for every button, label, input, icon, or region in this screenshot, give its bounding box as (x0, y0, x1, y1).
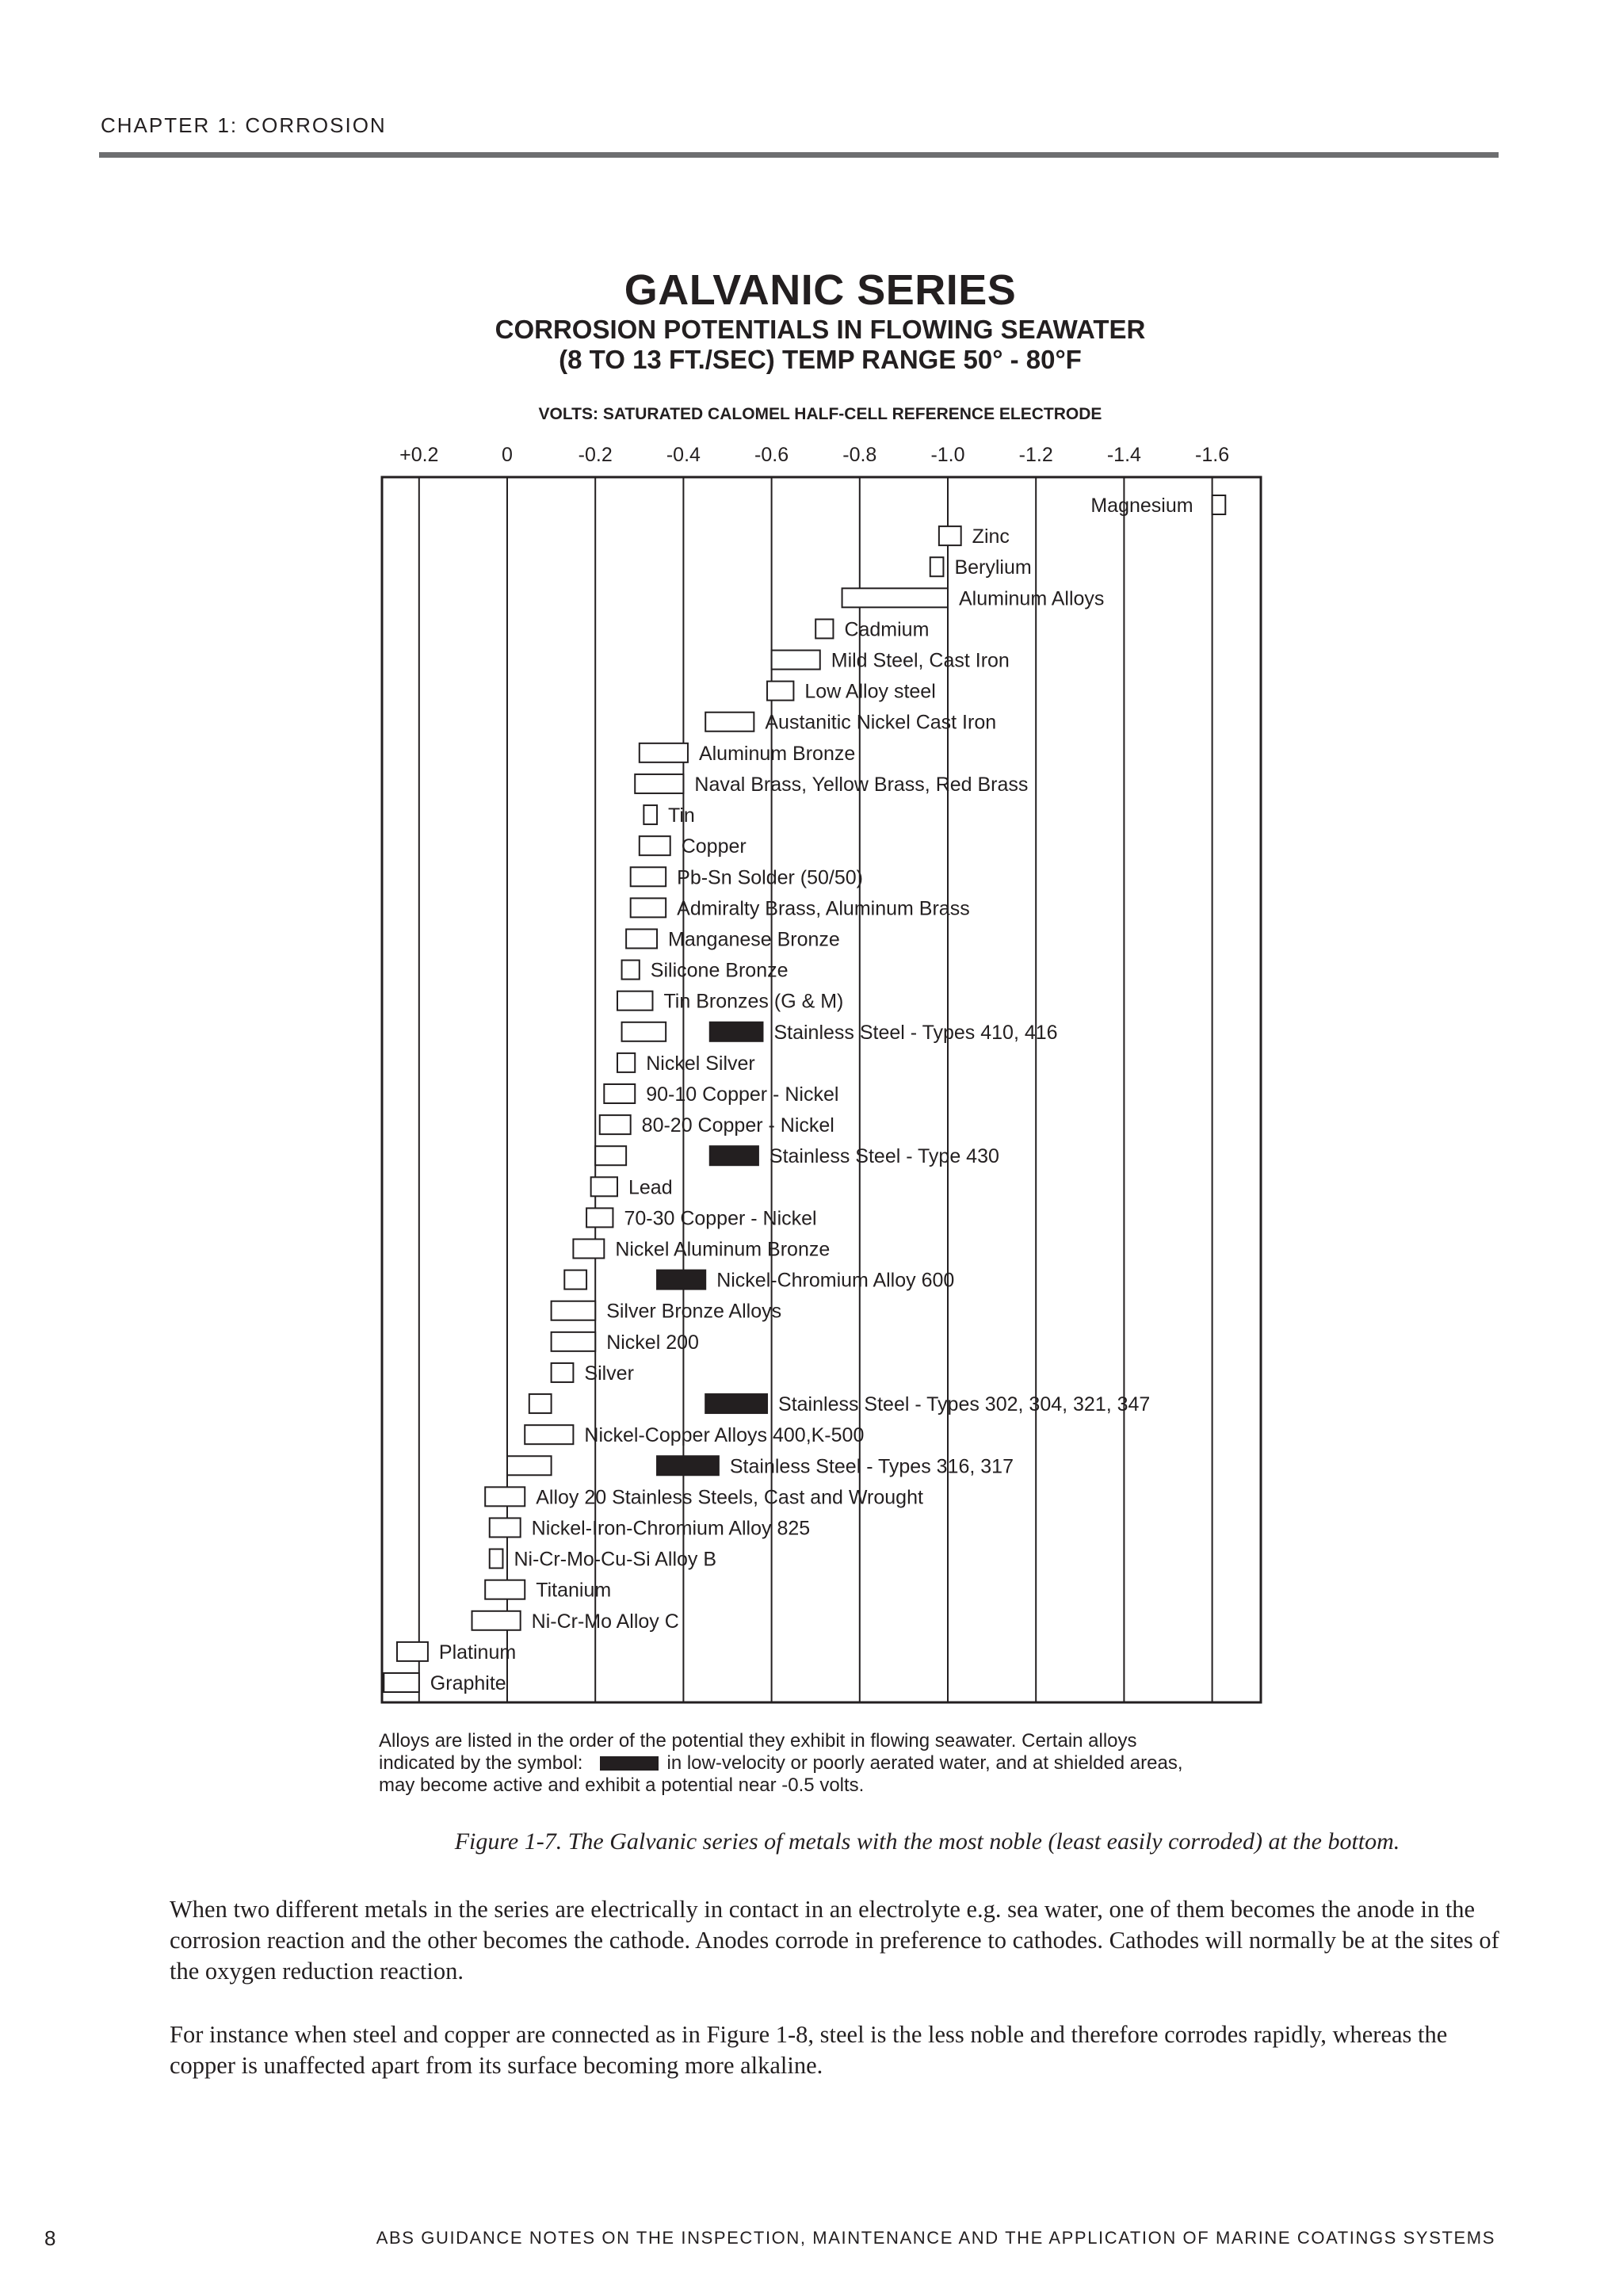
x-tick-label: -1.6 (1195, 444, 1230, 466)
body-paragraph-1: When two different metals in the series are electrically in contact in an electrolyte e.g. sea water, one of them becomes the anode in the corrosion reaction and the other becomes the cathode. Anodes corrode in preference to cathodes. Cathodes will normally be at the sites of the oxygen reduction reaction. (170, 1896, 1499, 1985)
potential-range-bar (485, 1487, 525, 1506)
potential-range-bar (939, 526, 961, 545)
potential-range-bar (485, 1580, 525, 1599)
alloy-label: Aluminum Bronze (698, 742, 856, 765)
footnote-line-2-start: indicated by the symbol: (379, 1752, 583, 1774)
alloy-label: Aluminum Alloys (959, 587, 1105, 610)
potential-range-bar (472, 1611, 521, 1630)
potential-range-bar (600, 1115, 631, 1134)
x-tick-label: -0.8 (842, 444, 877, 466)
potential-range-bar (640, 836, 670, 855)
alloy-label: Pb-Sn Solder (50/50) (677, 866, 864, 889)
alloy-label: Tin Bronzes (G & M) (663, 990, 844, 1013)
alloy-label: Stainless Steel - Type 430 (769, 1145, 999, 1168)
potential-range-bar (635, 774, 683, 793)
potential-range-bar (930, 557, 944, 576)
chart-title: GALVANIC SERIES (624, 266, 1017, 314)
potential-range-bar (552, 1332, 596, 1351)
potential-range-bar (767, 682, 793, 701)
alloy-label: Alloy 20 Stainless Steels, Cast and Wrought (536, 1486, 923, 1509)
potential-range-bar (617, 991, 652, 1010)
alloy-label: Silver (584, 1362, 634, 1385)
potential-range-bar (772, 651, 820, 670)
alloy-label: Ni-Cr-Mo-Cu-Si Alloy B (514, 1548, 717, 1571)
alloy-label: Silicone Bronze (650, 959, 789, 982)
alloy-label: Titanium (536, 1579, 612, 1602)
alloy-label: Berylium (954, 556, 1032, 579)
alloy-label: Graphite (430, 1672, 506, 1694)
chart-subtitle-line-1: CORROSION POTENTIALS IN FLOWING SEAWATER (495, 315, 1146, 344)
potential-range-bar (552, 1301, 596, 1320)
potential-range-bar (573, 1240, 604, 1259)
alloy-label: Nickel-Copper Alloys 400,K-500 (584, 1424, 865, 1447)
alloy-label: 70-30 Copper - Nickel (624, 1207, 817, 1230)
x-tick-label: -0.4 (666, 444, 701, 466)
alloy-label: Magnesium (1090, 495, 1193, 517)
page-number: 8 (44, 2226, 56, 2250)
active-potential-bar (710, 1146, 758, 1165)
x-tick-label: -1.4 (1106, 444, 1141, 466)
potential-range-bar (604, 1084, 635, 1103)
active-potential-bar (657, 1270, 705, 1289)
chart-subtitle-line-2: (8 TO 13 FT./SEC) TEMP RANGE 50° - 80°F (559, 345, 1082, 374)
potential-range-bar (595, 1146, 626, 1165)
active-potential-bar (705, 1394, 767, 1413)
potential-range-bar (1212, 495, 1226, 514)
footnote-line-1: Alloys are listed in the order of the potential they exhibit in flowing seawater. Certain alloys (379, 1730, 1137, 1752)
alloy-label: Lead (628, 1176, 673, 1199)
potential-range-bar (591, 1177, 617, 1196)
alloy-label: Nickel-Chromium Alloy 600 (716, 1269, 955, 1292)
potential-range-bar (705, 712, 754, 732)
potential-range-bar (617, 1053, 635, 1072)
potential-range-bar (564, 1270, 586, 1289)
alloy-label: Stainless Steel - Types 410, 416 (773, 1021, 1058, 1044)
potential-range-bar (815, 619, 833, 638)
alloy-label: 80-20 Copper - Nickel (641, 1114, 834, 1137)
potential-range-bar (842, 588, 948, 607)
potential-range-bar (626, 929, 657, 948)
potential-range-bar (507, 1456, 552, 1475)
alloy-label: Cadmium (844, 618, 930, 641)
active-potential-legend-swatch (600, 1756, 659, 1771)
potential-range-bar (586, 1208, 613, 1227)
x-tick-label: +0.2 (399, 444, 439, 466)
potential-range-bar (631, 898, 666, 917)
alloy-label: Copper (681, 835, 747, 858)
alloy-label: Nickel Silver (646, 1052, 755, 1075)
potential-range-bar (552, 1363, 574, 1382)
alloy-label: Nickel Aluminum Bronze (615, 1238, 831, 1261)
body-paragraph-2: For instance when steel and copper are connected as in Figure 1-8, steel is the less noble and therefore corrodes rapidly, whereas the copper is unaffected apart from its surface becoming more alkaline. (170, 2021, 1448, 2079)
x-axis-label: VOLTS: SATURATED CALOMEL HALF-CELL REFERENCE ELECTRODE (538, 405, 1102, 423)
footnote-line-3: may become active and exhibit a potential near -0.5 volts. (379, 1775, 865, 1796)
alloy-label: Ni-Cr-Mo Alloy C (531, 1610, 679, 1633)
alloy-label: Zinc (972, 525, 1010, 548)
alloy-label: Tin (668, 804, 695, 827)
x-tick-label: -0.2 (578, 444, 613, 466)
potential-range-bar (490, 1549, 503, 1568)
potential-range-bar (384, 1673, 418, 1692)
active-potential-bar (710, 1022, 763, 1041)
chart-footnote (379, 1730, 1298, 1797)
alloy-label: Stainless Steel - Types 302, 304, 321, 347 (778, 1393, 1151, 1416)
potential-range-bar (640, 743, 688, 762)
alloy-label: Silver Bronze Alloys (606, 1300, 782, 1323)
alloy-label: Platinum (438, 1641, 517, 1664)
potential-range-bar (397, 1642, 428, 1661)
potential-range-bar (631, 867, 666, 886)
x-tick-label: -0.6 (754, 444, 789, 466)
potential-range-bar (622, 961, 640, 980)
alloy-label: Nickel-Iron-Chromium Alloy 825 (531, 1517, 811, 1540)
running-head: CHAPTER 1: CORROSION (101, 113, 387, 137)
potential-range-bar (529, 1394, 552, 1413)
x-tick-label: -1.0 (930, 444, 965, 466)
alloy-label: Nickel 200 (606, 1331, 699, 1354)
x-tick-label: 0 (502, 444, 513, 466)
footnote-line-2-end: in low-velocity or poorly aerated water, and at shielded areas, (666, 1752, 1183, 1774)
potential-range-bar (643, 805, 657, 824)
alloy-label: Austanitic Nickel Cast Iron (765, 711, 997, 734)
potential-range-bar (525, 1425, 573, 1444)
footer-text: ABS GUIDANCE NOTES ON THE INSPECTION, MAINTENANCE AND THE APPLICATION OF MARINE COATINGS SYSTEMS (376, 2228, 1495, 2248)
footnote-line-2 (379, 1752, 1298, 1775)
figure-caption: Figure 1-7. The Galvanic series of metals with the most noble (least easily corroded) at the bottom. (454, 1828, 1400, 1855)
active-potential-bar (657, 1456, 719, 1475)
alloy-label: Admiralty Brass, Aluminum Brass (677, 897, 970, 920)
alloy-label: Low Alloy steel (804, 680, 936, 703)
alloy-label: Naval Brass, Yellow Brass, Red Brass (694, 773, 1029, 796)
alloy-label: Manganese Bronze (668, 928, 840, 951)
alloy-label: 90-10 Copper - Nickel (646, 1083, 839, 1106)
potential-range-bar (622, 1022, 666, 1041)
x-tick-label: -1.2 (1018, 444, 1053, 466)
alloy-label: Mild Steel, Cast Iron (831, 649, 1010, 672)
alloy-label: Stainless Steel - Types 316, 317 (729, 1455, 1014, 1478)
potential-range-bar (490, 1518, 521, 1537)
